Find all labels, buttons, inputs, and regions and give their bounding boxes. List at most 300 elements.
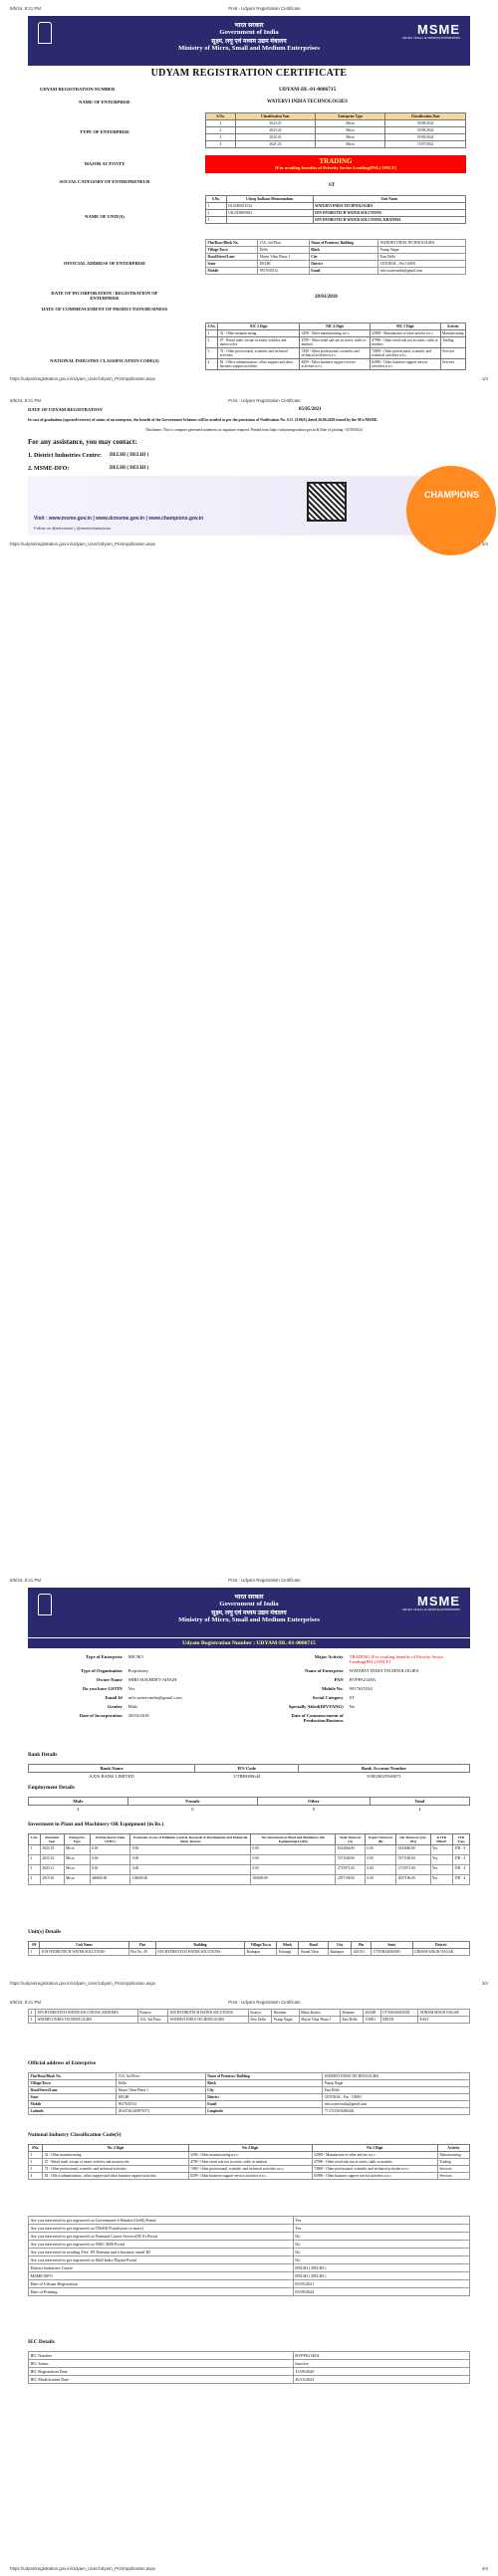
assist-title: For any assistance, you may contact:	[28, 438, 137, 446]
table-cell: Email	[309, 268, 378, 275]
table-cell: 05/09/2024	[385, 134, 466, 141]
table-cell: 15A, 3rd Floor	[117, 2073, 205, 2080]
table-cell: IEC Modification Date	[29, 2376, 294, 2384]
field-value: Proprietary	[127, 1668, 149, 1673]
table-cell: Are you interested to get registered on Skill India Digital Portal	[29, 2256, 294, 2264]
table-cell: ION HYDROTECH WATER SOLUTIONS	[40, 1949, 128, 1956]
page-number: 4/4	[481, 2566, 488, 2571]
nic-col-header: NIC 4 Digit	[300, 323, 371, 330]
inv-col-header: Net Turnover [(A)-(B)]	[396, 1834, 430, 1845]
print-title: Print - Udyam Registration Certificate	[228, 2000, 301, 2005]
table-cell: Mayur Vihar Phase 1	[117, 2087, 205, 2094]
table-cell: WATERVI INDIA TECHNOLOGIES	[168, 2017, 249, 2024]
table-cell: 8299 - Other business support service activities n.e.c.	[188, 2173, 312, 2180]
table-cell: Anand Vihar	[299, 1949, 329, 1956]
table-cell: 32909 - Manufacture of other articles n.e.c.	[312, 2152, 437, 2159]
table-cell: City	[309, 254, 378, 261]
units-table	[205, 195, 466, 224]
nic-title: National Industry Classification Code(S)	[28, 2132, 122, 2138]
field-label: Owner Name	[96, 1677, 123, 1682]
official-address-table	[28, 2072, 470, 2115]
disclaimer: Disclaimer: This is computer generated statement, no signature required. Printed from https://udyamregistration.gov.in & Date of printing - 05/09/2024	[145, 428, 363, 432]
table-row	[29, 2256, 470, 2264]
emp-cell: 0	[312, 1807, 316, 1812]
table-cell: 47990 - Other retail sale not in stores, stalls or markets	[312, 2159, 437, 2166]
portal-questions	[28, 2216, 470, 2296]
units-details-title: Unit(s) Details	[28, 1929, 62, 1935]
table-cell: 3	[29, 2166, 43, 2173]
field-value: WATERVI INDIA TECHNOLOGIES	[349, 1668, 419, 1673]
unit-col-header: Unit Name	[40, 1942, 128, 1949]
print-footer-2	[10, 541, 488, 546]
type-col-header: Classification Year	[235, 113, 315, 120]
table-cell: Village/Town	[29, 2080, 117, 2087]
table-cell: DELHI ( DELHI )	[293, 2264, 469, 2272]
table-cell: Road/Street/Lane	[206, 254, 258, 261]
table-row	[206, 134, 466, 141]
ad-links: Visit : www.msme.gov.in | www.dcmsme.gov.in | www.champions.gov.in	[34, 516, 204, 522]
table-cell: 26/10/2022	[293, 2376, 469, 2384]
table-row	[29, 2152, 470, 2159]
office-label: OFFICIAL ADDRESS OF ENTERPRISE	[63, 261, 146, 266]
table-row	[206, 348, 466, 359]
table-cell: Fulsungi	[277, 1949, 299, 1956]
table-cell: Services	[437, 2173, 469, 2180]
table-cell: District	[309, 261, 378, 268]
print-footer-1	[10, 376, 488, 381]
table-row	[29, 1845, 470, 1855]
table-cell: 0.00	[366, 1865, 396, 1875]
table-cell: 8299 - Other business support service activities n.e.c.	[300, 359, 371, 370]
major-activity-box	[205, 155, 466, 173]
nic-col-header: SNo.	[29, 2145, 43, 2152]
banner-ministry: Ministry of Micro, Small and Medium Enterprises	[178, 45, 320, 52]
nic-label: NATIONAL INDUSTRY CLASSIFICATION CODE(S)	[50, 358, 159, 363]
table-row	[206, 261, 466, 268]
table-cell: info.watervindia@gmail.com	[378, 268, 466, 275]
bank-col-header: Bank Name	[29, 1765, 195, 1773]
bank-col-header: Bank Account Number	[299, 1765, 470, 1773]
table-cell: 5371168.00	[396, 1855, 430, 1865]
table-cell: Micro	[64, 1855, 90, 1865]
table-row	[29, 1875, 470, 1885]
table-cell: 2022-23	[40, 1845, 64, 1855]
table-cell: ITR - 4	[453, 1855, 470, 1865]
table-cell: Latitude	[29, 2108, 117, 2115]
field-value: 20/03/2018	[127, 1713, 149, 1718]
table-cell: 74909 - Other professional, scientific and technical activities n.e.c.	[312, 2166, 437, 2173]
table-cell: No	[293, 2249, 469, 2256]
inv-col-header: Is ITR Filled?	[430, 1834, 453, 1845]
reg-number-bar: Udyam Registration Number : UDYAM-DL-01-0006715	[28, 1638, 470, 1648]
table-cell: East Delhi	[340, 2017, 363, 2024]
print-url[interactable]: https://udyamregistration.gov.in/Udyam_User/Udyam_PrintApplication.aspx	[10, 1981, 156, 1986]
table-cell: UDHAM SINGH NAGAR	[418, 2010, 470, 2017]
table-cell: 262308	[363, 2010, 380, 2017]
table-cell: Are you interested to get registered on National Career Service(NCS) Portal	[29, 2233, 294, 2241]
table-row	[29, 2094, 470, 2101]
incorporation-value: 20/03/2018	[315, 295, 338, 300]
table-cell: 2	[29, 1855, 41, 1865]
table-row	[29, 2017, 470, 2024]
table-row	[29, 2173, 470, 2180]
investment-table	[28, 1833, 470, 1885]
table-cell: Name of Premises/ Building	[309, 240, 378, 247]
table-cell: 0.00	[251, 1845, 336, 1855]
table-cell: ITR - 4	[453, 1875, 470, 1885]
print-url[interactable]: https://udyamregistration.gov.in/Udyam_User/Udyam_PrintApplication.aspx	[10, 376, 156, 381]
table-cell: 0.00	[130, 1855, 251, 1865]
table-cell: 2	[206, 337, 218, 348]
table-cell: 263153	[352, 1949, 372, 1956]
table-cell: Yes	[430, 1845, 453, 1855]
emp-col-header: Other	[258, 1798, 370, 1806]
table-cell: EAST	[418, 2017, 470, 2024]
ad-side-text: CHAMPIONS	[424, 490, 480, 500]
field-value	[347, 1711, 470, 1725]
emp-cell: 4	[77, 1807, 80, 1812]
emp-cell: 0	[191, 1807, 194, 1812]
major-activity-label: MAJOR ACTIVITY	[84, 161, 125, 166]
table-cell: 2	[206, 210, 227, 217]
emblem-icon	[38, 1594, 52, 1615]
print-url[interactable]: https://udyamregistration.gov.in/Udyam_User/Udyam_PrintApplication.aspx	[10, 541, 156, 546]
table-cell: Email	[205, 2101, 323, 2108]
table-cell: Village/Town	[206, 247, 258, 254]
table-cell: DELHI	[258, 261, 309, 268]
table-cell: ION HYDROTECH WATER SOLUTIONS, KHATIMA	[35, 2010, 137, 2017]
table-cell: 2021-22	[235, 141, 315, 148]
udyam-date-value: 05/05/2021	[299, 407, 322, 412]
table-cell: 3	[206, 134, 236, 141]
table-cell: 3	[206, 217, 227, 224]
units-label: NAME OF UNIT(S)	[85, 214, 124, 219]
table-cell: 47 - Retail trade, except of motor vehicles and motorcycles	[218, 337, 300, 348]
table-cell: 32 - Other manufacturing	[218, 330, 300, 337]
field-label: Do you have GSTIN	[82, 1686, 123, 1691]
table-cell: DELHI ( DELHI )	[293, 2272, 469, 2280]
table-cell: No	[293, 2241, 469, 2249]
field-value: Yes	[127, 1686, 135, 1691]
page-number: 3/4	[481, 1981, 488, 1986]
employment-table	[28, 1797, 470, 1813]
nic-col-header: Nic 2 Digit	[43, 2145, 188, 2152]
table-cell: WATERVI INDIA TECHNOLOGIES	[323, 2073, 470, 2080]
table-cell: ION HYDROTECH WATER SOLUTIONS	[313, 210, 465, 217]
table-cell: Trading	[440, 337, 465, 348]
unit-col-header: Road	[299, 1942, 329, 1949]
table-cell: District	[205, 2094, 323, 2101]
table-row	[29, 2108, 470, 2115]
units-details-table-cont	[28, 2009, 470, 2024]
banner-gov: Government of India	[219, 29, 279, 36]
table-cell: 0.00	[90, 1855, 130, 1865]
table-row	[29, 2249, 470, 2256]
field-label: Type of Enterprise	[86, 1654, 123, 1659]
page-number: 1/4	[481, 376, 488, 381]
table-cell: Services	[440, 348, 465, 359]
bank-title: Bank Details	[28, 1752, 58, 1758]
table-cell: 2	[29, 2010, 36, 2017]
table-row	[29, 2272, 470, 2280]
table-row	[206, 268, 466, 275]
inv-col-header: Enterprise Type	[64, 1834, 90, 1845]
field-label: Email Id	[105, 1695, 123, 1700]
page-number: 2/4	[481, 541, 488, 546]
udyam-date-label: DATE OF UDYAM REGISTRATION	[28, 407, 103, 412]
field-label: PAN	[334, 1677, 344, 1682]
nic-col-header: NIC 2 Digit	[218, 323, 300, 330]
table-cell: Are you interested to get registered on Government e-Market (GeM) Portal	[29, 2217, 294, 2225]
reg-value: UDYAM-DL-01-0006715	[279, 87, 337, 93]
field-value: No	[349, 1704, 356, 1709]
table-cell: 05/09/2024	[293, 2288, 469, 2296]
table-row	[206, 120, 466, 127]
field-value: TRADING [For availing benefits of Priority Sector Lending(PSL) ONLY]	[349, 1654, 444, 1664]
table-row	[206, 359, 466, 370]
table-cell: State	[29, 2094, 117, 2101]
table-cell: Road/Street/Lane	[29, 2087, 117, 2094]
table-cell: 6144066.00	[336, 1845, 366, 1855]
table-cell: Block	[309, 247, 378, 254]
bank-table	[28, 1764, 470, 1780]
bank-cell: AXIS BANK LIMITED	[89, 1774, 134, 1779]
table-cell: 15A, 3rd Floor	[137, 2017, 168, 2024]
table-cell: Micro	[64, 1875, 90, 1885]
inv-col-header: Exclusion of cost of Pollution Control, Research & Development and Industrial Safety Devices	[130, 1834, 251, 1845]
table-cell: BVPPS2148A	[293, 2352, 469, 2360]
units-details-table	[28, 1941, 470, 1956]
nic-details-table	[28, 2144, 470, 2180]
table-row	[29, 2080, 470, 2087]
print-header-3	[10, 1578, 488, 1583]
table-cell: 05/09/2024	[385, 120, 466, 127]
table-cell: Micro	[316, 120, 385, 127]
inv-col-header: Financial Year	[40, 1834, 64, 1845]
table-cell: Are you interested in availing Free .IN Domain and a business email ID	[29, 2249, 294, 2256]
field-label: Name of Enterprise	[305, 1668, 344, 1673]
table-cell: Block	[205, 2080, 323, 2087]
table-cell: 7490 - Other professional, scientific and technical activities n.e.c.	[300, 348, 371, 359]
table-cell: 9917635534	[258, 268, 309, 275]
table-row	[206, 203, 466, 210]
table-cell: 47990 - Other retail sale not in stores, stalls or markets	[370, 337, 440, 348]
msme-logo: MSME	[417, 1594, 460, 1609]
table-cell: 3290 - Other manufacturing n.e.c.	[300, 330, 371, 337]
table-cell: 100000.00	[130, 1875, 251, 1885]
table-cell: DELHI	[117, 2094, 205, 2101]
inv-col-header: Export Turnover (B)	[366, 1834, 396, 1845]
banner-hindi-gov: भारत सरकार	[234, 1594, 264, 1601]
commencement-label: DATE OF COMMENCEMENT OF PRODUCTION/BUSINESS	[41, 307, 168, 312]
banner-ministry: Ministry of Micro, Small and Medium Enterprises	[178, 1616, 320, 1623]
table-cell: 2057196.00	[336, 1875, 366, 1885]
field-value: SHRI SUKHDEV SINGH	[127, 1677, 177, 1682]
table-cell: Rudrapur	[328, 1949, 351, 1956]
field-value: Male	[127, 1704, 138, 1709]
table-cell: East Delhi	[323, 2087, 470, 2094]
table-cell: CENTRAL , Pin 110091	[378, 261, 466, 268]
emp-col-header: Female	[127, 1798, 258, 1806]
reg-label: UDYAM REGISTRATION NUMBER	[40, 87, 116, 92]
table-cell: 82990 - Other business support service activities n.e.c.	[312, 2173, 437, 2180]
table-cell: City	[205, 2087, 323, 2094]
table-row	[29, 2087, 470, 2094]
field-label: Major Activity	[314, 1654, 344, 1659]
table-cell: Mayur Vihar Phase 1	[299, 2017, 340, 2024]
table-cell: 0.00	[90, 1845, 130, 1855]
table-cell: 3	[206, 348, 218, 359]
enterprise-label: NAME OF ENTERPRISE	[79, 100, 130, 105]
table-cell: 2057196.00	[396, 1875, 430, 1885]
unit-col-header: District	[412, 1942, 469, 1949]
unit-col-header: State	[371, 1942, 412, 1949]
ad-social: Follow us @minmsme | @msmechampions	[34, 526, 111, 531]
gov-banner	[28, 16, 470, 66]
field-value: BVPPS2148A	[349, 1677, 376, 1682]
table-cell: ITR - 4	[453, 1865, 470, 1875]
print-datetime: 9/5/24, 8:21 PM	[10, 1578, 41, 1583]
table-cell: East Delhi	[378, 254, 466, 261]
msme-logo: MSME	[417, 22, 460, 37]
table-row	[206, 210, 466, 217]
bank-cell: UTIB0000644	[233, 1774, 261, 1779]
table-cell: 2024-25	[235, 120, 315, 127]
table-row	[206, 337, 466, 348]
table-cell: Manufacturing	[437, 2152, 469, 2159]
emblem-icon	[38, 22, 52, 44]
banner-gov: Government of India	[219, 1601, 279, 1608]
qr-code-icon	[307, 482, 347, 522]
table-row	[29, 2166, 470, 2173]
unit-col-header: SN	[29, 1942, 40, 1949]
nic-table	[205, 322, 466, 370]
field-label: Specially Abled(DIVYANG)	[288, 1704, 344, 1709]
mdfo-value: DELHI ( DELHI )	[110, 466, 149, 471]
table-cell: 4	[29, 2173, 43, 2180]
table-cell: Date of Udyam Registration	[29, 2280, 294, 2288]
unit-col-header: Village/Town	[245, 1942, 277, 1949]
field-value: MICRO	[127, 1654, 143, 1659]
table-row	[29, 2368, 470, 2376]
print-url[interactable]: https://udyamregistration.gov.in/Udyam_User/Udyam_PrintApplication.aspx	[10, 2566, 156, 2571]
field-row	[28, 1666, 470, 1675]
table-cell: 1	[206, 120, 236, 127]
major-activity-note: [For availing benefits of Priority Sector Lending(PSL) ONLY]	[275, 165, 396, 170]
field-value: 9917635534	[349, 1686, 373, 1691]
type-col-header: S.No.	[206, 113, 236, 120]
table-cell: DELHI	[380, 2017, 418, 2024]
nic-col-header: NIC 5 Digit	[370, 323, 440, 330]
table-cell: 47 - Retail trade, except of motor vehicles and motorcycles	[43, 2159, 188, 2166]
table-cell: 32909 - Manufacture of other articles n.e.c.	[370, 330, 440, 337]
table-cell: 4	[206, 141, 236, 148]
table-cell: 1	[29, 1845, 41, 1855]
print-datetime: 9/5/24, 8:21 PM	[10, 6, 41, 11]
table-cell: Micro	[316, 141, 385, 148]
table-cell: Mobile	[206, 268, 258, 275]
table-cell: 0.00	[251, 1855, 336, 1865]
table-cell: Pratap Nagar	[272, 2017, 299, 2024]
table-cell: WATERVI INDIA TECHNOLOGIES	[313, 203, 465, 210]
table-cell: Trading	[437, 2159, 469, 2166]
table-cell: Flat/Door/Block No.	[206, 240, 258, 247]
table-cell: Services	[437, 2166, 469, 2173]
table-cell: 2019-20	[40, 1875, 64, 1885]
emp-cell: 4	[418, 1807, 421, 1812]
table-cell: 3290 - Other manufacturing n.e.c.	[188, 2152, 312, 2159]
table-cell: 1	[29, 2152, 43, 2159]
dic-label: 1. District Industries Centre:	[28, 453, 102, 459]
type-col-header: Classification Date	[385, 113, 466, 120]
field-row	[28, 1675, 470, 1684]
field-row	[28, 1711, 470, 1725]
msme-logo-sub: MICRO, SMALL & MEDIUM ENTERPRISES	[402, 36, 460, 40]
table-cell: Name of Premises/ Building	[205, 2073, 323, 2080]
table-cell: 2021-22	[40, 1855, 64, 1865]
table-row	[29, 2233, 470, 2241]
iec-title: IEC Details	[28, 2339, 55, 2345]
inv-col-header: S.No.	[29, 1834, 41, 1845]
field-label: Social Category	[312, 1695, 344, 1700]
table-row	[206, 127, 466, 134]
social-label: SOCIAL CATEGORY OF ENTREPRENEUR	[59, 179, 150, 184]
table-cell: 05/05/2021	[293, 2280, 469, 2288]
banner-hindi-ministry: सूक्ष्म, लघु एवं मध्यम उद्यम मंत्रालय	[211, 38, 287, 45]
table-cell: Longitude	[205, 2108, 323, 2115]
table-row	[206, 240, 466, 247]
table-row	[29, 2217, 470, 2225]
type-col-header: Enterprise Type	[316, 113, 385, 120]
nic-col-header: Activity	[437, 2145, 469, 2152]
table-cell: State	[206, 261, 258, 268]
table-cell: 6144066.00	[396, 1845, 430, 1855]
table-row	[29, 2225, 470, 2233]
table-cell: 82 - Office administrative, office support and other business support activities	[43, 2173, 188, 2180]
table-row	[29, 2241, 470, 2249]
print-datetime: 9/5/24, 8:21 PM	[10, 2000, 41, 2005]
office-table	[205, 239, 466, 275]
table-cell: Punjsoa	[137, 2010, 168, 2017]
table-cell: Khatima	[340, 2010, 363, 2017]
table-row	[29, 2159, 470, 2166]
table-cell: Rudrapur	[245, 1949, 277, 1956]
table-cell: Services	[440, 359, 465, 370]
table-cell: Micro	[64, 1865, 90, 1875]
table-cell: 2	[29, 2159, 43, 2166]
table-cell: Mayur Vihar Phase 1	[258, 254, 309, 261]
incorporation-label: DATE OF INCORPORATION / REGISTRATION OF ENTERPRISE	[51, 291, 158, 301]
field-row	[28, 1693, 470, 1702]
table-cell: ION HYDROTECH WATER SOLUTIONS, KHATIMA	[313, 217, 465, 224]
table-cell: No	[293, 2233, 469, 2241]
official-address-title: Official address of Enterprise	[28, 2060, 97, 2066]
table-cell: 32 - Other manufacturing	[43, 2152, 188, 2159]
table-cell: New Delhi	[248, 2017, 272, 2024]
table-cell: Plot No. 49	[128, 1949, 155, 1956]
table-cell: 4	[29, 1875, 41, 1885]
table-cell: 9917635534	[117, 2101, 205, 2108]
inv-col-header: Net Investment in Plant and Machinery OR Equipment[(A)-(B)]	[251, 1834, 336, 1845]
table-cell: Sisaiya	[248, 2010, 272, 2017]
banner-hindi-gov: भारत सरकार	[234, 22, 264, 29]
field-label: Type of Organisation	[81, 1668, 123, 1673]
table-cell: 7490 - Other professional, scientific and technical activities n.e.c.	[188, 2166, 312, 2173]
table-cell: 3	[29, 2017, 36, 2024]
table-cell: No	[293, 2256, 469, 2264]
inv-col-header: ITR Type	[453, 1834, 470, 1845]
table-cell: Yes	[430, 1865, 453, 1875]
